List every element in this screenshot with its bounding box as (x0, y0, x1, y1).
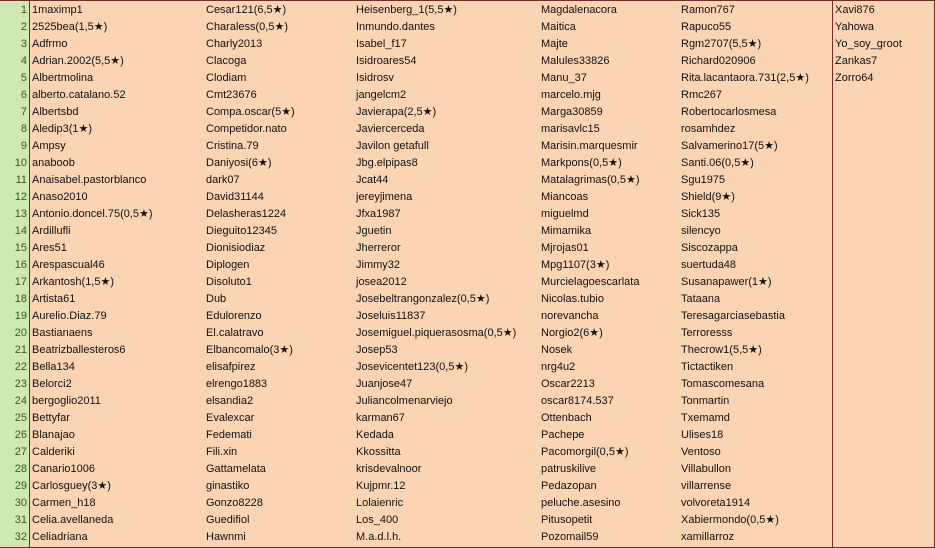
username-cell[interactable]: Disoluto1 (206, 276, 252, 288)
username-cell[interactable]: miguelmd (541, 208, 589, 220)
username-cell[interactable]: Marisin.marquesmir (541, 140, 638, 152)
row-number: 26 (0, 427, 29, 444)
username-cell[interactable]: Diplogen (206, 259, 250, 271)
username-cell[interactable]: Los_400 (356, 514, 399, 526)
row-number: 2 (0, 19, 29, 36)
username-cell[interactable]: Belorci2 (32, 378, 72, 390)
username-cell[interactable]: Juanjose47 (356, 378, 413, 390)
username-cell[interactable]: dark07 (206, 174, 240, 186)
username-cell[interactable]: peluche.asesino (541, 497, 621, 509)
row-number: 7 (0, 104, 29, 121)
username-cell[interactable]: Hawnmi (206, 531, 246, 543)
username-cell[interactable]: Zankas7 (835, 55, 878, 67)
username-cell[interactable]: M.a.d.l.h. (356, 531, 402, 543)
username-cell[interactable]: Sgu1975 (681, 174, 726, 186)
username-cell[interactable]: Dub (206, 293, 227, 305)
grid-border (832, 0, 833, 548)
row-number: 11 (0, 172, 29, 189)
row-number: 18 (0, 291, 29, 308)
username-cell[interactable]: oscar8174.537 (541, 395, 614, 407)
row-number: 21 (0, 342, 29, 359)
username-cell[interactable]: Charaless(0,5★) (206, 21, 289, 33)
username-cell[interactable]: villarrense (681, 480, 732, 492)
row-number: 16 (0, 257, 29, 274)
username-cell[interactable]: Arespascual46 (32, 259, 105, 271)
username-cell[interactable]: Jguetin (356, 225, 392, 237)
username-cell[interactable]: Adfrmo (32, 38, 68, 50)
row-number: 19 (0, 308, 29, 325)
username-cell[interactable]: Markpons(0,5★) (541, 157, 622, 169)
username-cell[interactable]: Heisenberg_1(5,5★) (356, 4, 457, 16)
username-cell[interactable]: Canario1006 (32, 463, 95, 475)
grid-border (0, 0, 935, 1)
username-cell[interactable]: Clacoga (206, 55, 247, 67)
row-number: 24 (0, 393, 29, 410)
username-cell[interactable]: El.calatravo (206, 327, 264, 339)
username-cell[interactable]: suertuda48 (681, 259, 737, 271)
row-number: 8 (0, 121, 29, 138)
row-number: 12 (0, 189, 29, 206)
username-cell[interactable]: Ampsy (32, 140, 66, 152)
username-cell[interactable]: bergoglio2011 (32, 395, 101, 407)
username-cell[interactable]: Daniyosi(6★) (206, 157, 272, 169)
username-cell[interactable]: Albertmolina (32, 72, 94, 84)
username-cell[interactable]: Oscar2213 (541, 378, 595, 390)
username-cell[interactable]: Villabullon (681, 463, 731, 475)
username-cell[interactable]: Tataana (681, 293, 721, 305)
username-cell[interactable]: Terroresss (681, 327, 733, 339)
row-number: 9 (0, 138, 29, 155)
username-cell[interactable]: Bella134 (32, 361, 75, 373)
username-cell[interactable]: Tictactiken (681, 361, 734, 373)
username-cell[interactable]: Josevicentet123(0,5★) (356, 361, 468, 373)
username-cell[interactable]: Mimamika (541, 225, 592, 237)
username-cell[interactable]: patruskilive (541, 463, 597, 475)
username-cell[interactable]: David31144 (206, 191, 264, 203)
username-cell[interactable]: krisdevalnoor (356, 463, 422, 475)
username-cell[interactable]: Kedada (356, 429, 394, 441)
username-cell[interactable]: Pacomorgil(0,5★) (541, 446, 629, 458)
username-cell[interactable]: Blanajao (32, 429, 75, 441)
username-cell[interactable]: Santi.06(0,5★) (681, 157, 754, 169)
username-cell[interactable]: Edulorenzo (206, 310, 262, 322)
username-cell[interactable]: jangelcm2 (356, 89, 407, 101)
username-cell[interactable]: Juliancolmenarviejo (356, 395, 453, 407)
username-cell[interactable]: Siscozappa (681, 242, 738, 254)
username-cell[interactable]: anaboob (32, 157, 75, 169)
username-cell[interactable]: Miancoas (541, 191, 589, 203)
username-cell[interactable]: Thecrow1(5,5★) (681, 344, 762, 356)
username-cell[interactable]: Albertsbd (32, 106, 79, 118)
username-cell[interactable]: Charly2013 (206, 38, 263, 50)
username-cell[interactable]: Rgm2707(5,5★) (681, 38, 762, 50)
username-cell[interactable]: Ventoso (681, 446, 721, 458)
username-cell[interactable]: Richard020906 (681, 55, 756, 67)
username-cell[interactable]: Ardillufli (32, 225, 71, 237)
username-cell[interactable]: Murcielagoescarlata (541, 276, 640, 288)
username-cell[interactable]: alberto.catalano.52 (32, 89, 126, 101)
row-number: 23 (0, 376, 29, 393)
username-cell[interactable]: josea2012 (356, 276, 407, 288)
username-cell[interactable]: Manu_37 (541, 72, 587, 84)
username-cell[interactable]: Fili.xin (206, 446, 238, 458)
username-cell[interactable]: Dieguito12345 (206, 225, 277, 237)
username-cell[interactable]: Carmen_h18 (32, 497, 96, 509)
row-number: 4 (0, 53, 29, 70)
username-cell[interactable]: rosamhdez (681, 123, 736, 135)
username-cell[interactable]: Javiercerceda (356, 123, 425, 135)
username-cell[interactable]: Ottenbach (541, 412, 592, 424)
username-cell[interactable]: Celiadriana (32, 531, 88, 543)
row-number: 25 (0, 410, 29, 427)
username-cell[interactable]: Evalexcar (206, 412, 255, 424)
username-cell[interactable]: Jbg.elpipas8 (356, 157, 418, 169)
username-cell[interactable]: Carlosguey(3★) (32, 480, 111, 492)
username-cell[interactable]: Shield(9★) (681, 191, 735, 203)
username-cell[interactable]: Isidrosv (356, 72, 394, 84)
username-cell[interactable]: Clodiam (206, 72, 247, 84)
username-cell[interactable]: norevancha (541, 310, 599, 322)
row-number: 31 (0, 512, 29, 529)
username-cell[interactable]: Anaso2010 (32, 191, 88, 203)
username-cell[interactable]: jereyjimena (356, 191, 413, 203)
username-cell[interactable]: Tomascomesana (681, 378, 765, 390)
username-cell[interactable]: Nicolas.tubio (541, 293, 604, 305)
username-cell[interactable]: Teresagarciasebastia (681, 310, 785, 322)
username-cell[interactable]: Marga30859 (541, 106, 603, 118)
row-number: 29 (0, 478, 29, 495)
username-cell[interactable]: Aurelio.Diaz.79 (32, 310, 107, 322)
username-cell[interactable]: Adrian.2002(5,5★) (32, 55, 124, 67)
username-cell[interactable]: elrengo1883 (206, 378, 268, 390)
username-cell[interactable]: Josebeltrangonzalez(0,5★) (356, 293, 490, 305)
username-cell[interactable]: silencyo (681, 225, 721, 237)
row-number: 28 (0, 461, 29, 478)
username-cell[interactable]: Jherreror (356, 242, 401, 254)
username-cell[interactable]: Delasheras1224 (206, 208, 287, 220)
username-cell[interactable]: Lolaienric (356, 497, 404, 509)
username-cell[interactable]: Javilon getafull (356, 140, 429, 152)
username-cell[interactable]: Malules33826 (541, 55, 610, 67)
username-cell[interactable]: Susanapawer(1★) (681, 276, 772, 288)
row-number: 10 (0, 155, 29, 172)
username-cell[interactable]: Sick135 (681, 208, 721, 220)
username-cell[interactable]: Josep53 (356, 344, 398, 356)
row-number: 3 (0, 36, 29, 53)
username-cell[interactable]: Jcat44 (356, 174, 389, 186)
username-cell[interactable]: Zorro64 (835, 72, 874, 84)
username-cell[interactable]: marcelo.mjg (541, 89, 601, 101)
username-cell[interactable]: Dionisiodiaz (206, 242, 266, 254)
username-cell[interactable]: Anaisabel.pastorblanco (32, 174, 147, 186)
username-cell[interactable]: Pedazopan (541, 480, 597, 492)
username-cell[interactable]: Matalagrimas(0,5★) (541, 174, 640, 186)
username-cell[interactable]: Cmt23676 (206, 89, 257, 101)
row-number: 15 (0, 240, 29, 257)
username-cell[interactable]: Norgio2(6★) (541, 327, 603, 339)
username-cell[interactable]: Rita.lacantaora.731(2,5★) (681, 72, 809, 84)
username-cell[interactable]: Xavi876 (835, 4, 875, 16)
username-cell[interactable]: Gonzo8228 (206, 497, 263, 509)
username-cell[interactable]: Cesar121(6,5★) (206, 4, 287, 16)
username-cell[interactable]: Pitusopetit (541, 514, 593, 526)
row-number: 20 (0, 325, 29, 342)
username-cell[interactable]: Pachepe (541, 429, 585, 441)
username-cell[interactable]: Fedemati (206, 429, 252, 441)
username-cell[interactable]: volvoreta1914 (681, 497, 751, 509)
username-cell[interactable]: Ramon767 (681, 4, 735, 16)
username-cell[interactable]: 1maximp1 (32, 4, 83, 16)
username-cell[interactable]: Kkossitta (356, 446, 401, 458)
username-cell[interactable]: Aledip3(1★) (32, 123, 93, 135)
username-cell[interactable]: Javierapa(2,5★) (356, 106, 437, 118)
row-number: 14 (0, 223, 29, 240)
username-cell[interactable]: xamillarroz (681, 531, 735, 543)
username-cell[interactable]: Compa.oscar(5★) (206, 106, 295, 118)
username-cell[interactable]: marisavlc15 (541, 123, 600, 135)
username-cell[interactable]: Jfxa1987 (356, 208, 401, 220)
username-cell[interactable]: Magdalenacora (541, 4, 617, 16)
username-cell[interactable]: Yahowa (835, 21, 874, 33)
username-cell[interactable]: Gattamelata (206, 463, 266, 475)
username-cell[interactable]: Majte (541, 38, 568, 50)
username-cell[interactable]: Joseluis11837 (356, 310, 426, 322)
username-cell[interactable]: Antonio.doncel.75(0,5★) (32, 208, 153, 220)
username-cell[interactable]: Robertocarlosmesa (681, 106, 777, 118)
username-cell[interactable]: Nosek (541, 344, 573, 356)
username-cell[interactable]: Celia.avellaneda (32, 514, 114, 526)
username-cell[interactable]: Competidor.nato (206, 123, 287, 135)
username-cell[interactable]: Inmundo.dantes (356, 21, 435, 33)
username-cell[interactable]: 2525bea(1,5★) (32, 21, 108, 33)
username-cell[interactable]: nrg4u2 (541, 361, 576, 373)
username-cell[interactable]: ginastiko (206, 480, 250, 492)
row-number: 6 (0, 87, 29, 104)
username-cell[interactable]: Yo_soy_groot (835, 38, 902, 50)
grid-border (29, 0, 30, 548)
row-number: 1 (0, 2, 29, 19)
username-cell[interactable]: elsandia2 (206, 395, 254, 407)
username-cell[interactable]: Arkantosh(1,5★) (32, 276, 115, 288)
username-cell[interactable]: Pozomail59 (541, 531, 599, 543)
row-number: 30 (0, 495, 29, 512)
username-cell[interactable]: Elbancomalo(3★) (206, 344, 293, 356)
username-cell[interactable]: Maitica (541, 21, 576, 33)
username-cell[interactable]: Mjrojas01 (541, 242, 589, 254)
username-cell[interactable]: Cristina.79 (206, 140, 259, 152)
row-number: 27 (0, 444, 29, 461)
username-cell[interactable]: Guedifiol (206, 514, 250, 526)
username-cell[interactable]: Txemamd (681, 412, 730, 424)
username-cell[interactable]: Kujpmr.12 (356, 480, 406, 492)
username-cell[interactable]: Isidroares54 (356, 55, 417, 67)
username-cell[interactable]: Josemiguel.piquerasosma(0,5★) (356, 327, 517, 339)
username-cell[interactable]: Mpg1107(3★) (541, 259, 610, 271)
username-cell[interactable]: elisafpirez (206, 361, 256, 373)
username-cell[interactable]: Salvamerino17(5★) (681, 140, 778, 152)
row-number: 32 (0, 529, 29, 546)
username-cell[interactable]: Tonmartin (681, 395, 730, 407)
username-cell[interactable]: Ares51 (32, 242, 67, 254)
username-cell[interactable]: Beatrizballesteros6 (32, 344, 126, 356)
username-cell[interactable]: Bastianaens (32, 327, 93, 339)
username-cell[interactable]: Ulises18 (681, 429, 724, 441)
row-number: 5 (0, 70, 29, 87)
row-number: 17 (0, 274, 29, 291)
username-cell[interactable]: Isabel_f17 (356, 38, 407, 50)
username-cell[interactable]: Rapuco55 (681, 21, 732, 33)
row-number: 22 (0, 359, 29, 376)
username-cell[interactable]: Artista61 (32, 293, 76, 305)
username-cell[interactable]: Xabiermondo(0,5★) (681, 514, 779, 526)
username-cell[interactable]: Jimmy32 (356, 259, 401, 271)
row-number: 13 (0, 206, 29, 223)
username-cell[interactable]: Bettyfar (32, 412, 70, 424)
username-cell[interactable]: Rmc267 (681, 89, 722, 101)
username-cell[interactable]: Calderiki (32, 446, 75, 458)
username-cell[interactable]: karman67 (356, 412, 405, 424)
